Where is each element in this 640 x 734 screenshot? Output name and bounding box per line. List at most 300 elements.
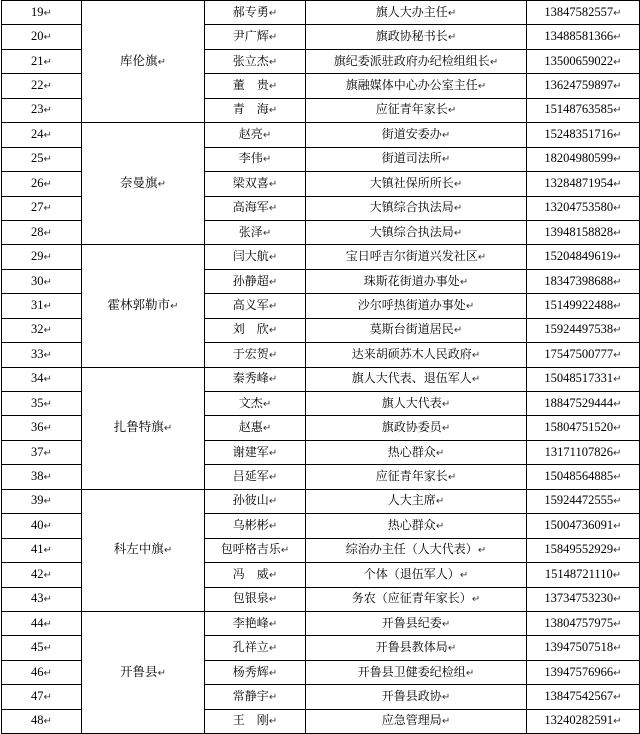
region-cell xyxy=(82,367,205,489)
paragraph-mark-icon: ↵ xyxy=(613,520,622,532)
person-role xyxy=(306,636,527,660)
paragraph-mark-icon: ↵ xyxy=(477,545,487,557)
row-number xyxy=(2,172,82,196)
paragraph-mark-icon: ↵ xyxy=(43,545,52,557)
paragraph-mark-icon: ↵ xyxy=(613,618,622,630)
person-name-text: 秦秀峰 xyxy=(232,371,269,386)
phone-number xyxy=(527,440,640,464)
phone-number xyxy=(527,294,640,318)
phone-number xyxy=(527,74,640,98)
paragraph-mark-icon: ↵ xyxy=(447,105,457,117)
person-role xyxy=(306,25,527,49)
person-role xyxy=(306,1,527,25)
row-number-text: 46 xyxy=(31,664,44,679)
paragraph-mark-icon: ↵ xyxy=(268,716,278,728)
paragraph-mark-icon: ↵ xyxy=(43,374,52,386)
person-name-text: 孙彼山 xyxy=(232,493,269,508)
person-role xyxy=(306,49,527,73)
row-number-text: 38 xyxy=(31,469,44,484)
row-number-text: 36 xyxy=(31,420,44,435)
phone-number-text: 13171107826 xyxy=(544,444,613,459)
person-name-text: 李艳峰 xyxy=(232,615,269,630)
person-name-text: 孔祥立 xyxy=(232,640,269,655)
person-role xyxy=(306,465,527,489)
paragraph-mark-icon: ↵ xyxy=(43,447,52,459)
paragraph-mark-icon: ↵ xyxy=(43,520,52,532)
person-role xyxy=(306,98,527,122)
person-name-text: 杨秀辉 xyxy=(232,664,269,679)
phone-number xyxy=(527,587,640,611)
person-role xyxy=(306,245,527,269)
person-role-text: 莫斯台街道居民 xyxy=(369,322,454,337)
person-name-text: 常静宇 xyxy=(232,688,269,703)
person-role-text: 大镇社保所所长 xyxy=(369,175,454,190)
paragraph-mark-icon: ↵ xyxy=(43,56,52,68)
person-role-text: 务农（应征青年家长） xyxy=(351,591,472,606)
paragraph-mark-icon: ↵ xyxy=(43,32,52,44)
row-number xyxy=(2,489,82,513)
phone-number xyxy=(527,489,640,513)
paragraph-mark-icon: ↵ xyxy=(613,300,622,312)
paragraph-mark-icon: ↵ xyxy=(268,325,278,337)
paragraph-mark-icon: ↵ xyxy=(43,594,52,606)
person-role-text: 热心群众 xyxy=(387,517,436,532)
paragraph-mark-icon: ↵ xyxy=(43,252,52,264)
paragraph-mark-icon: ↵ xyxy=(613,56,622,68)
row-number-text: 34 xyxy=(31,371,44,386)
phone-number-text: 15804751520 xyxy=(544,420,614,435)
paragraph-mark-icon: ↵ xyxy=(43,398,52,410)
person-name xyxy=(205,563,306,587)
person-role xyxy=(306,123,527,147)
paragraph-mark-icon: ↵ xyxy=(157,667,166,679)
row-number-text: 33 xyxy=(31,346,44,361)
person-role xyxy=(306,685,527,709)
phone-number xyxy=(527,685,640,709)
row-number-text: 43 xyxy=(31,591,44,606)
paragraph-mark-icon: ↵ xyxy=(43,227,52,239)
row-number xyxy=(2,563,82,587)
paragraph-mark-icon: ↵ xyxy=(268,667,278,679)
paragraph-mark-icon: ↵ xyxy=(465,300,475,312)
row-number xyxy=(2,416,82,440)
person-name xyxy=(205,440,306,464)
person-name-text: 包呼格吉乐 xyxy=(220,542,281,557)
person-role-text: 应急管理局 xyxy=(381,713,442,728)
paragraph-mark-icon: ↵ xyxy=(613,325,622,337)
phone-number xyxy=(527,636,640,660)
region-cell xyxy=(82,489,205,611)
paragraph-mark-icon: ↵ xyxy=(613,276,622,288)
phone-number-text: 15204849619 xyxy=(544,249,614,264)
person-role xyxy=(306,392,527,416)
phone-number xyxy=(527,245,640,269)
person-name-text: 于宏贺 xyxy=(232,346,269,361)
person-name xyxy=(205,367,306,391)
paragraph-mark-icon: ↵ xyxy=(613,716,622,728)
table-row xyxy=(2,245,640,269)
row-number xyxy=(2,636,82,660)
phone-number xyxy=(527,123,640,147)
paragraph-mark-icon: ↵ xyxy=(43,7,52,19)
paragraph-mark-icon: ↵ xyxy=(262,154,272,166)
phone-number xyxy=(527,611,640,635)
table-row xyxy=(2,1,640,25)
table-row xyxy=(2,123,640,147)
region-cell-text: 库伦旗 xyxy=(120,52,158,68)
paragraph-mark-icon: ↵ xyxy=(613,594,622,606)
paragraph-mark-icon: ↵ xyxy=(435,520,445,532)
contact-table xyxy=(1,0,640,734)
phone-number xyxy=(527,514,640,538)
paragraph-mark-icon: ↵ xyxy=(613,32,622,44)
phone-number xyxy=(527,172,640,196)
person-role-text: 旗人大代表、退伍军人 xyxy=(351,371,472,386)
person-name xyxy=(205,1,306,25)
paragraph-mark-icon: ↵ xyxy=(170,300,179,312)
person-role xyxy=(306,343,527,367)
paragraph-mark-icon: ↵ xyxy=(43,667,52,679)
person-role xyxy=(306,611,527,635)
paragraph-mark-icon: ↵ xyxy=(613,691,622,703)
phone-number-text: 15924472555 xyxy=(544,493,614,508)
row-number xyxy=(2,367,82,391)
phone-number xyxy=(527,660,640,684)
phone-number xyxy=(527,196,640,220)
paragraph-mark-icon: ↵ xyxy=(613,423,622,435)
phone-number-text: 13947507518 xyxy=(544,640,614,655)
paragraph-mark-icon: ↵ xyxy=(268,447,278,459)
paragraph-mark-icon: ↵ xyxy=(280,545,290,557)
row-number-text: 21 xyxy=(31,53,44,68)
person-role-text: 热心群众 xyxy=(387,444,436,459)
row-number xyxy=(2,294,82,318)
paragraph-mark-icon: ↵ xyxy=(613,349,622,361)
person-role xyxy=(306,587,527,611)
paragraph-mark-icon: ↵ xyxy=(612,569,622,581)
phone-number-text: 13488581366 xyxy=(544,29,614,44)
paragraph-mark-icon: ↵ xyxy=(441,691,451,703)
phone-number xyxy=(527,1,640,25)
paragraph-mark-icon: ↵ xyxy=(268,7,278,19)
phone-number-text: 13847542567 xyxy=(544,688,614,703)
row-number-text: 29 xyxy=(31,249,44,264)
person-role-text: 达来胡硕苏木人民政府 xyxy=(351,346,472,361)
paragraph-mark-icon: ↵ xyxy=(268,374,278,386)
row-number-text: 26 xyxy=(31,175,44,190)
phone-number xyxy=(527,367,640,391)
paragraph-mark-icon: ↵ xyxy=(613,374,622,386)
phone-number-text: 15148763585 xyxy=(544,102,614,117)
person-name xyxy=(205,294,306,318)
phone-number-text: 13948158828 xyxy=(544,224,614,239)
person-role-text: 人大主席 xyxy=(387,493,436,508)
phone-number xyxy=(527,98,640,122)
row-number-text: 25 xyxy=(31,151,44,166)
paragraph-mark-icon: ↵ xyxy=(441,129,451,141)
paragraph-mark-icon: ↵ xyxy=(453,227,463,239)
paragraph-mark-icon: ↵ xyxy=(43,569,52,581)
person-role-text: 旗融媒体中心办公室主任 xyxy=(345,78,478,93)
paragraph-mark-icon: ↵ xyxy=(268,81,278,93)
paragraph-mark-icon: ↵ xyxy=(43,349,52,361)
row-number xyxy=(2,98,82,122)
paragraph-mark-icon: ↵ xyxy=(43,300,52,312)
person-name-text: 赵惠 xyxy=(238,420,263,435)
region-cell-text: 奈曼旗 xyxy=(120,174,158,190)
phone-number-text: 15004736091 xyxy=(544,517,614,532)
person-name xyxy=(205,220,306,244)
paragraph-mark-icon: ↵ xyxy=(268,594,278,606)
paragraph-mark-icon: ↵ xyxy=(43,496,52,508)
paragraph-mark-icon: ↵ xyxy=(613,472,622,484)
row-number-text: 37 xyxy=(31,444,44,459)
person-role xyxy=(306,220,527,244)
phone-number xyxy=(527,416,640,440)
region-cell xyxy=(82,611,205,733)
person-role xyxy=(306,367,527,391)
paragraph-mark-icon: ↵ xyxy=(268,178,278,190)
person-role-text: 大镇综合执法局 xyxy=(369,224,454,239)
row-number xyxy=(2,220,82,244)
person-role xyxy=(306,514,527,538)
paragraph-mark-icon: ↵ xyxy=(459,569,469,581)
person-name xyxy=(205,709,306,733)
row-number-text: 45 xyxy=(31,640,44,655)
person-role xyxy=(306,269,527,293)
phone-number xyxy=(527,392,640,416)
phone-number-text: 13500659022 xyxy=(544,53,614,68)
phone-number-text: 13624759897 xyxy=(544,78,614,93)
paragraph-mark-icon: ↵ xyxy=(453,325,463,337)
row-number-text: 44 xyxy=(31,615,44,630)
person-role-text: 开鲁县纪委 xyxy=(381,615,442,630)
person-role-text: 宝日呼吉尔街道兴发社区 xyxy=(345,249,478,264)
paragraph-mark-icon: ↵ xyxy=(613,545,622,557)
row-number-text: 23 xyxy=(31,102,44,117)
paragraph-mark-icon: ↵ xyxy=(441,398,451,410)
phone-number-text: 13734753230 xyxy=(544,591,614,606)
paragraph-mark-icon: ↵ xyxy=(43,105,52,117)
phone-number-text: 15849552929 xyxy=(544,542,614,557)
paragraph-mark-icon: ↵ xyxy=(471,349,481,361)
person-role-text: 沙尔呼热街道办事处 xyxy=(357,297,466,312)
person-name-text: 闫大航 xyxy=(232,249,269,264)
person-name xyxy=(205,465,306,489)
person-name-text: 包银泉 xyxy=(232,591,269,606)
row-number-text: 39 xyxy=(31,493,44,508)
person-role-text: 个体（退伍军人） xyxy=(363,566,460,581)
phone-number xyxy=(527,269,640,293)
person-role xyxy=(306,709,527,733)
row-number xyxy=(2,343,82,367)
paragraph-mark-icon: ↵ xyxy=(489,56,499,68)
person-role-text: 应征青年家长 xyxy=(375,102,448,117)
paragraph-mark-icon: ↵ xyxy=(268,105,278,117)
paragraph-mark-icon: ↵ xyxy=(459,276,469,288)
paragraph-mark-icon: ↵ xyxy=(441,154,451,166)
person-name-text: 吕延军 xyxy=(232,469,269,484)
phone-number-text: 15149922488 xyxy=(544,297,614,312)
table-row xyxy=(2,489,640,513)
paragraph-mark-icon: ↵ xyxy=(613,81,622,93)
person-name-text: 郝专勇 xyxy=(232,4,269,19)
paragraph-mark-icon: ↵ xyxy=(157,178,166,190)
person-name xyxy=(205,172,306,196)
paragraph-mark-icon: ↵ xyxy=(613,129,622,141)
row-number-text: 31 xyxy=(31,297,44,312)
person-name-text: 董 贵 xyxy=(232,78,269,93)
row-number-text: 30 xyxy=(31,273,44,288)
paragraph-mark-icon: ↵ xyxy=(43,691,52,703)
paragraph-mark-icon: ↵ xyxy=(471,374,481,386)
paragraph-mark-icon: ↵ xyxy=(268,349,278,361)
person-role xyxy=(306,538,527,562)
paragraph-mark-icon: ↵ xyxy=(447,7,457,19)
region-cell xyxy=(82,1,205,123)
paragraph-mark-icon: ↵ xyxy=(43,81,52,93)
paragraph-mark-icon: ↵ xyxy=(268,691,278,703)
person-name xyxy=(205,74,306,98)
person-name-text: 尹广辉 xyxy=(232,29,269,44)
person-role-text: 大镇综合执法局 xyxy=(369,200,454,215)
phone-number xyxy=(527,318,640,342)
person-role xyxy=(306,660,527,684)
row-number xyxy=(2,49,82,73)
row-number xyxy=(2,587,82,611)
paragraph-mark-icon: ↵ xyxy=(268,32,278,44)
phone-number xyxy=(527,563,640,587)
person-name xyxy=(205,416,306,440)
paragraph-mark-icon: ↵ xyxy=(465,667,475,679)
row-number xyxy=(2,123,82,147)
phone-number xyxy=(527,343,640,367)
paragraph-mark-icon: ↵ xyxy=(447,472,457,484)
paragraph-mark-icon: ↵ xyxy=(268,520,278,532)
paragraph-mark-icon: ↵ xyxy=(43,154,52,166)
person-name xyxy=(205,245,306,269)
paragraph-mark-icon: ↵ xyxy=(268,618,278,630)
paragraph-mark-icon: ↵ xyxy=(43,423,52,435)
row-number xyxy=(2,245,82,269)
row-number-text: 32 xyxy=(31,322,44,337)
person-role-text: 珠斯花街道办事处 xyxy=(363,273,460,288)
paragraph-mark-icon: ↵ xyxy=(268,276,278,288)
phone-number-text: 17547500777 xyxy=(544,346,614,361)
paragraph-mark-icon: ↵ xyxy=(262,398,272,410)
paragraph-mark-icon: ↵ xyxy=(43,716,52,728)
region-cell xyxy=(82,123,205,245)
paragraph-mark-icon: ↵ xyxy=(435,496,445,508)
paragraph-mark-icon: ↵ xyxy=(262,129,272,141)
person-role-text: 旗纪委派驻政府办纪检组组长 xyxy=(333,53,490,68)
region-cell-text: 开鲁县 xyxy=(120,663,158,679)
person-name xyxy=(205,636,306,660)
person-name xyxy=(205,49,306,73)
person-name xyxy=(205,685,306,709)
person-name-text: 赵亮 xyxy=(238,126,263,141)
paragraph-mark-icon: ↵ xyxy=(43,276,52,288)
person-role-text: 开鲁县教体局 xyxy=(375,640,448,655)
paragraph-mark-icon: ↵ xyxy=(453,178,463,190)
row-number-text: 19 xyxy=(31,4,44,19)
person-role-text: 开鲁县政协 xyxy=(381,688,442,703)
phone-number-text: 13947576966 xyxy=(544,664,614,679)
person-name-text: 孙静超 xyxy=(232,273,269,288)
phone-number-text: 13804757975 xyxy=(544,615,614,630)
person-name xyxy=(205,98,306,122)
person-role xyxy=(306,416,527,440)
phone-number-text: 13847582557 xyxy=(544,4,614,19)
phone-number-text: 15048564885 xyxy=(544,469,614,484)
paragraph-mark-icon: ↵ xyxy=(477,252,487,264)
paragraph-mark-icon: ↵ xyxy=(268,56,278,68)
person-name-text: 刘 欣 xyxy=(232,322,269,337)
row-number-text: 24 xyxy=(31,126,44,141)
phone-number-text: 15048517331 xyxy=(544,371,614,386)
row-number-text: 20 xyxy=(31,29,44,44)
row-number xyxy=(2,318,82,342)
person-name-text: 高海军 xyxy=(232,200,269,215)
paragraph-mark-icon: ↵ xyxy=(447,32,457,44)
person-name xyxy=(205,611,306,635)
paragraph-mark-icon: ↵ xyxy=(43,325,52,337)
row-number xyxy=(2,1,82,25)
paragraph-mark-icon: ↵ xyxy=(43,129,52,141)
person-name-text: 文杰 xyxy=(238,395,263,410)
row-number xyxy=(2,25,82,49)
person-name xyxy=(205,514,306,538)
person-name xyxy=(205,538,306,562)
row-number xyxy=(2,709,82,733)
phone-number xyxy=(527,538,640,562)
phone-number-text: 13240282591 xyxy=(544,713,614,728)
paragraph-mark-icon: ↵ xyxy=(613,227,622,239)
person-role-text: 旗政协秘书长 xyxy=(375,29,448,44)
row-number xyxy=(2,147,82,171)
paragraph-mark-icon: ↵ xyxy=(477,81,487,93)
paragraph-mark-icon: ↵ xyxy=(613,7,622,19)
phone-number-text: 15924497538 xyxy=(544,322,614,337)
person-name xyxy=(205,392,306,416)
person-role xyxy=(306,196,527,220)
row-number xyxy=(2,392,82,416)
person-name xyxy=(205,660,306,684)
phone-number xyxy=(527,147,640,171)
paragraph-mark-icon: ↵ xyxy=(163,423,173,435)
person-role xyxy=(306,294,527,318)
paragraph-mark-icon: ↵ xyxy=(441,618,451,630)
person-role-text: 应征青年家长 xyxy=(375,469,448,484)
person-name-text: 张立杰 xyxy=(232,53,269,68)
row-number-text: 47 xyxy=(31,688,44,703)
region-cell-text: 霍林郭勒市 xyxy=(107,296,171,312)
paragraph-mark-icon: ↵ xyxy=(268,252,278,264)
paragraph-mark-icon: ↵ xyxy=(613,398,622,410)
person-role xyxy=(306,563,527,587)
phone-number xyxy=(527,465,640,489)
person-role xyxy=(306,172,527,196)
paragraph-mark-icon: ↵ xyxy=(613,643,622,655)
phone-number xyxy=(527,220,640,244)
row-number-text: 40 xyxy=(31,517,44,532)
paragraph-mark-icon: ↵ xyxy=(43,178,52,190)
phone-number-text: 18347398688 xyxy=(544,273,614,288)
person-name xyxy=(205,269,306,293)
person-role xyxy=(306,489,527,513)
row-number-text: 27 xyxy=(31,200,44,215)
phone-number-text: 15248351716 xyxy=(544,126,614,141)
